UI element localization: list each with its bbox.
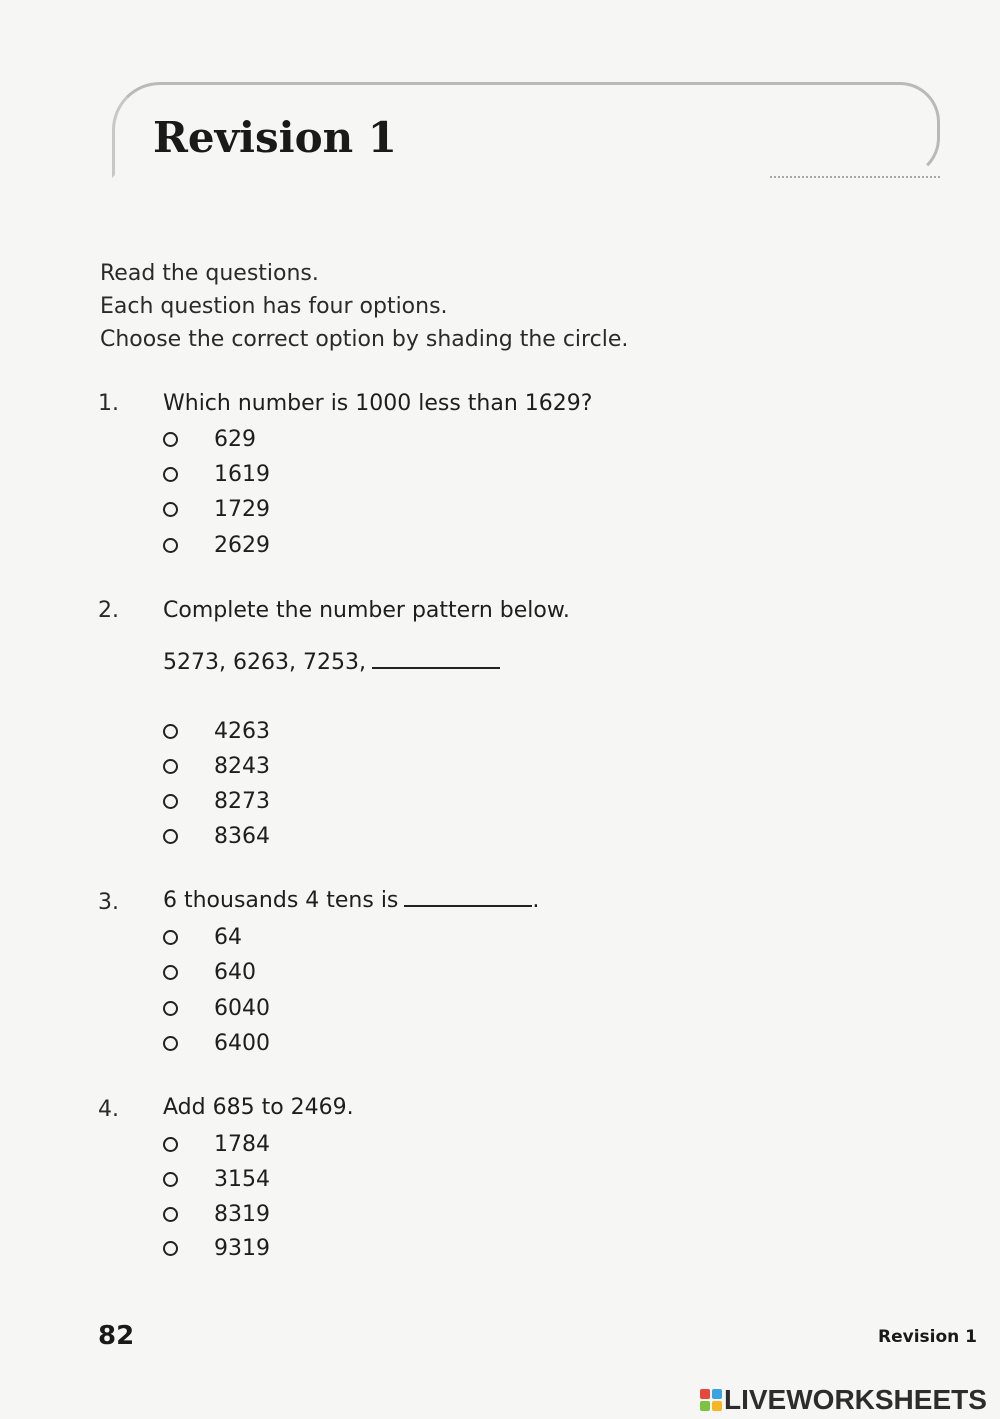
question-4-option-d[interactable] [163, 1233, 270, 1263]
question-4-text: Add 685 to 2469. [163, 1095, 354, 1120]
question-2-option-d[interactable] [163, 821, 270, 851]
question-1-option-b[interactable] [163, 459, 270, 489]
option-label: 2629 [214, 532, 270, 558]
question-3-end: . [532, 888, 540, 913]
instruction-line: Choose the correct option by shading the circle. [100, 327, 629, 352]
option-label: 1729 [214, 496, 270, 522]
radio-circle-icon[interactable] [163, 1001, 178, 1016]
question-3-option-c[interactable] [163, 993, 270, 1023]
logo-tile [700, 1389, 710, 1399]
option-label: 3154 [214, 1166, 270, 1192]
question-1-option-a[interactable] [163, 424, 256, 454]
page-number: 82 [98, 1321, 135, 1351]
instructions [100, 257, 628, 356]
logo-tile [712, 1389, 722, 1399]
option-label: 4263 [214, 718, 270, 744]
radio-circle-icon[interactable] [163, 432, 178, 447]
question-3-number: 3. [98, 890, 119, 915]
option-label: 8243 [214, 753, 270, 779]
question-2-option-a[interactable] [163, 716, 270, 746]
radio-circle-icon[interactable] [163, 794, 178, 809]
question-4-option-c[interactable] [163, 1199, 270, 1229]
option-label: 8273 [214, 788, 270, 814]
instruction-line: Each question has four options. [100, 294, 448, 319]
question-2-pattern [163, 650, 500, 675]
question-2-option-c[interactable] [163, 786, 270, 816]
radio-circle-icon[interactable] [163, 930, 178, 945]
option-label: 1619 [214, 461, 270, 487]
answer-blank [372, 667, 500, 669]
option-label: 1784 [214, 1131, 270, 1157]
question-1-option-c[interactable] [163, 494, 270, 524]
question-4-option-a[interactable] [163, 1129, 270, 1159]
question-3-text [163, 888, 539, 913]
radio-circle-icon[interactable] [163, 1241, 178, 1256]
radio-circle-icon[interactable] [163, 502, 178, 517]
option-label: 6400 [214, 1030, 270, 1056]
option-label: 64 [214, 924, 242, 950]
option-label: 9319 [214, 1235, 270, 1261]
option-label: 8364 [214, 823, 270, 849]
question-3-label: 6 thousands 4 tens is [163, 888, 399, 913]
number-pattern: 5273, 6263, 7253, [163, 650, 366, 675]
question-3-option-b[interactable] [163, 957, 256, 987]
question-3-option-d[interactable] [163, 1028, 270, 1058]
logo-tile [712, 1401, 722, 1411]
logo-tile [700, 1401, 710, 1411]
footer-title: Revision 1 [878, 1327, 978, 1347]
radio-circle-icon[interactable] [163, 1036, 178, 1051]
radio-circle-icon[interactable] [163, 538, 178, 553]
question-2-option-b[interactable] [163, 751, 270, 781]
radio-circle-icon[interactable] [163, 1172, 178, 1187]
radio-circle-icon[interactable] [163, 1207, 178, 1222]
radio-circle-icon[interactable] [163, 829, 178, 844]
question-1-text: Which number is 1000 less than 1629? [163, 391, 593, 416]
radio-circle-icon[interactable] [163, 759, 178, 774]
option-label: 640 [214, 959, 256, 985]
liveworksheets-watermark [700, 1384, 987, 1416]
option-label: 8319 [214, 1201, 270, 1227]
radio-circle-icon[interactable] [163, 965, 178, 980]
instruction-line: Read the questions. [100, 261, 319, 286]
answer-blank [404, 905, 532, 907]
question-2-text: Complete the number pattern below. [163, 598, 570, 623]
page-title: Revision 1 [153, 113, 397, 162]
option-label: 629 [214, 426, 256, 452]
option-label: 6040 [214, 995, 270, 1021]
radio-circle-icon[interactable] [163, 467, 178, 482]
question-1-number: 1. [98, 391, 119, 416]
question-1-option-d[interactable] [163, 530, 270, 560]
radio-circle-icon[interactable] [163, 1137, 178, 1152]
radio-circle-icon[interactable] [163, 724, 178, 739]
question-4-number: 4. [98, 1097, 119, 1122]
watermark-text: LIVEWORKSHEETS [724, 1384, 987, 1415]
question-3-option-a[interactable] [163, 922, 242, 952]
title-banner-edge [770, 176, 940, 178]
question-4-option-b[interactable] [163, 1164, 270, 1194]
liveworksheets-logo-icon [700, 1389, 722, 1411]
question-2-number: 2. [98, 598, 119, 623]
